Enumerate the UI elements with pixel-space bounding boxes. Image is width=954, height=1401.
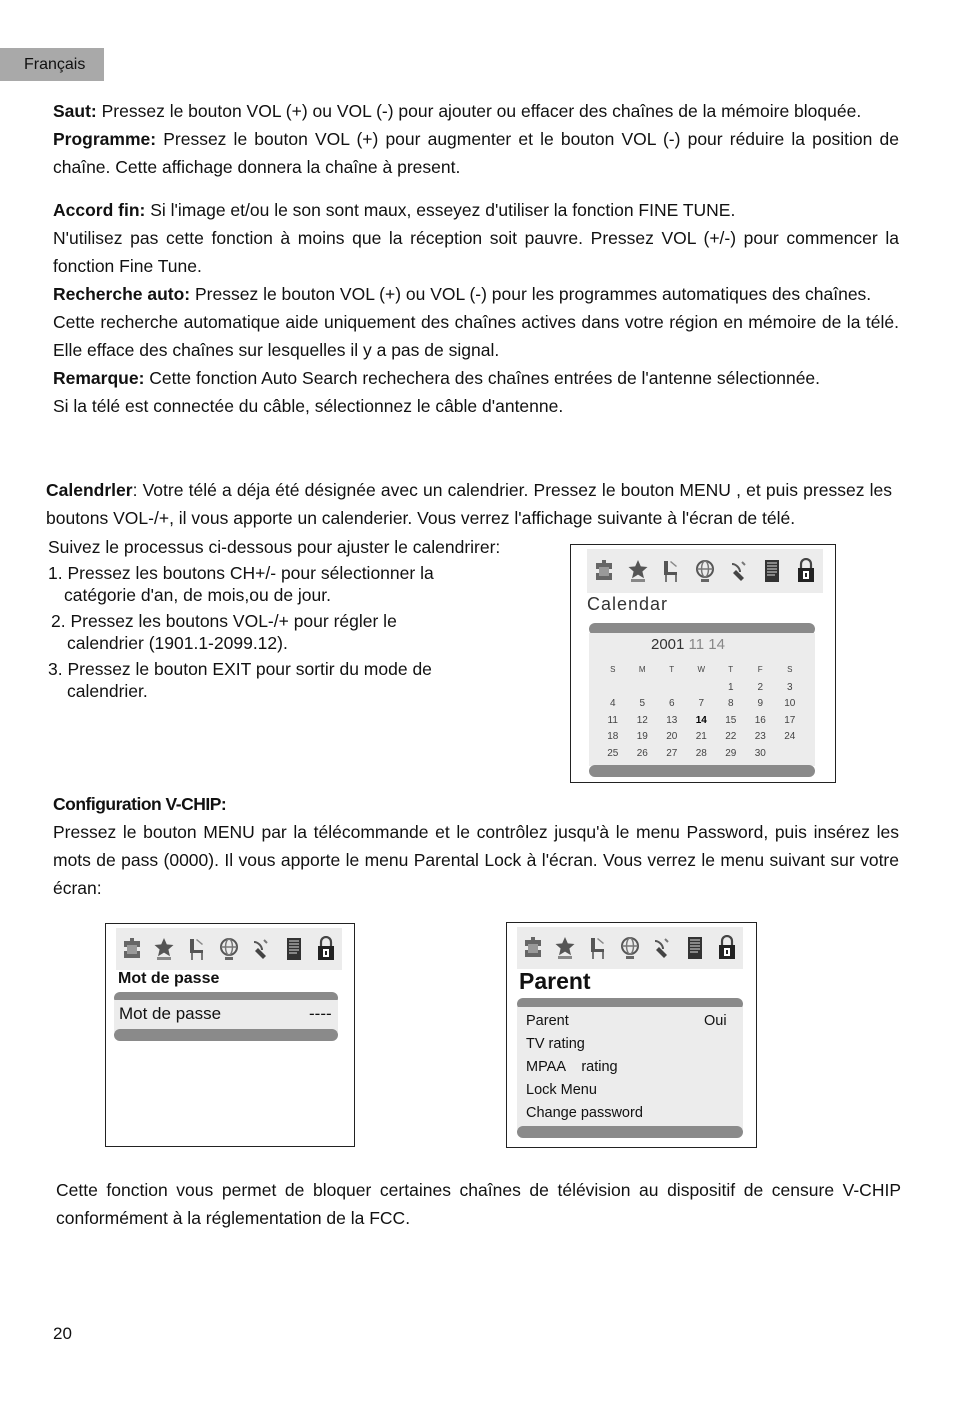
- tuning-paragraph: [53, 196, 899, 420]
- chair-icon[interactable]: [660, 558, 682, 584]
- weekday-header: S: [787, 665, 793, 674]
- calendar-day: [598, 682, 628, 699]
- accord-line-3: fonction Fine Tune.: [53, 256, 202, 276]
- step-2: [48, 610, 518, 654]
- parent-menu-item[interactable]: MPAA rating: [526, 1059, 618, 1075]
- puzzle-icon[interactable]: [121, 936, 143, 962]
- calendar-label: Calendrler: [46, 480, 133, 500]
- calendar-day[interactable]: 24: [784, 731, 796, 742]
- calendar-day[interactable]: 8: [727, 698, 734, 709]
- calendar-day[interactable]: 25: [607, 747, 619, 759]
- star-icon[interactable]: [627, 558, 649, 584]
- calendar-month-day: 11 14: [684, 636, 725, 653]
- calendar-day[interactable]: 29: [725, 747, 737, 759]
- step-2-line-a: 2. Pressez les boutons VOL-/+ pour régler le: [51, 611, 397, 631]
- globe-icon[interactable]: [694, 558, 716, 584]
- calendar-day[interactable]: 13: [666, 714, 678, 726]
- calendar-day[interactable]: 6: [668, 698, 675, 709]
- remarque-line-2: Si la télé est connectée du câble, sélectionnez le câble d'antenne.: [53, 396, 564, 416]
- recherche-line-3: Elle efface des chaînes sur lesquelles il y a pas de signal.: [53, 340, 500, 360]
- calendar-day[interactable]: 16: [754, 714, 766, 726]
- parent-bottom-bar: [517, 1126, 743, 1138]
- step-3: [48, 658, 518, 702]
- weekday-header: T: [728, 665, 734, 674]
- weekday-header: F: [757, 665, 763, 674]
- menu-icon-bar: [116, 928, 342, 970]
- satellite-icon[interactable]: [651, 935, 673, 961]
- calendar-day[interactable]: 4: [609, 698, 616, 709]
- intro-paragraph: [53, 97, 899, 181]
- calendar-day: [657, 682, 687, 699]
- calendar-title: Calendar: [587, 594, 669, 614]
- calendar-day: [775, 748, 805, 765]
- step-1-line-a: 1. Pressez les boutons CH+/- pour sélectionner la: [48, 563, 434, 583]
- saut-label: Saut:: [53, 101, 97, 121]
- step-2-line-b: calendrier (1901.1-2099.12).: [67, 633, 288, 653]
- steps-intro: Suivez le processus ci-dessous pour ajuster le calendrirer:: [48, 537, 501, 557]
- weekday-header: T: [669, 665, 675, 674]
- puzzle-icon[interactable]: [522, 935, 544, 961]
- calendar-bottom-bar: [589, 765, 815, 777]
- password-screen: [105, 923, 355, 1147]
- step-1: [48, 562, 518, 606]
- weekday-header: M: [638, 665, 646, 674]
- calendar-day[interactable]: 9: [757, 698, 764, 709]
- programme-text: Pressez le bouton VOL (+) pour augmenter et le bouton VOL (-) pour réduire la position de: [156, 129, 899, 149]
- calendar-year: 2001: [651, 636, 685, 653]
- vchip-line-2: mots de pass (0000). Il vous apporte le menu Parental Lock à l'écran. Vous verrez le menu suivant sur votre: [53, 850, 899, 870]
- calendar-day[interactable]: 19: [636, 731, 648, 742]
- calendar-screen: [570, 544, 836, 783]
- calendar-text-2: boutons VOL-/+, il vous apporte un calenderier. Vous verrez l'affichage suivante à l'écran de télé.: [46, 508, 796, 528]
- parent-menu-value: Oui: [704, 1013, 727, 1029]
- calendar-day[interactable]: 11: [607, 714, 618, 726]
- recherche-text: Pressez le bouton VOL (+) ou VOL (-) pour les programmes automatiques des chaînes.: [190, 284, 872, 304]
- remarque-label: Remarque:: [53, 368, 145, 388]
- calendar-day: [628, 682, 658, 699]
- saut-text: Pressez le bouton VOL (+) ou VOL (-) pour ajouter ou effacer des chaînes de la mémoire bloquée.: [96, 101, 862, 121]
- page-number: 20: [53, 1324, 72, 1343]
- parent-menu-item[interactable]: TV rating: [526, 1036, 585, 1052]
- parent-screen: [506, 922, 757, 1148]
- calendar-day[interactable]: 5: [639, 698, 646, 709]
- calendar-day[interactable]: 1: [727, 681, 734, 693]
- calendar-day[interactable]: 18: [607, 731, 619, 742]
- password-title: Mot de passe: [118, 970, 220, 987]
- vchip-line-3: écran:: [53, 878, 102, 898]
- lock-icon[interactable]: [315, 936, 337, 962]
- step-3-line-a: 3. Pressez le bouton EXIT pour sortir du mode de: [48, 659, 432, 679]
- step-1-line-b: catégorie d'an, de mois,ou de jour.: [64, 585, 331, 605]
- document-icon[interactable]: [283, 936, 305, 962]
- star-icon[interactable]: [153, 936, 175, 962]
- recherche-label: Recherche auto:: [53, 284, 191, 304]
- remarque-text: Cette fonction Auto Search rechechera des chaînes entrées de l'antenne sélectionnée.: [144, 368, 821, 388]
- step-3-line-b: calendrier.: [67, 681, 148, 701]
- footer-paragraph: [56, 1176, 901, 1232]
- calendar-day: [687, 682, 717, 699]
- accord-line-2: N'utilisez pas cette fonction à moins que la réception soit pauvre. Pressez VOL (+/-) pour commencer la: [53, 228, 899, 248]
- programme-label: Programme:: [53, 129, 157, 149]
- footer-line-1: Cette fonction vous permet de bloquer certaines chaînes de télévision au dispositif de censure V-CHIP: [56, 1180, 901, 1200]
- calendar-day[interactable]: 12: [636, 714, 648, 726]
- programme-text-2: chaîne. Cette affichage donnera la chaîne à present.: [53, 157, 461, 177]
- parent-menu-item[interactable]: Parent: [526, 1013, 569, 1029]
- chair-icon[interactable]: [587, 935, 609, 961]
- menu-icon-bar: [587, 549, 823, 593]
- satellite-icon[interactable]: [728, 558, 750, 584]
- calendar-paragraph: [46, 476, 892, 532]
- satellite-icon[interactable]: [250, 936, 272, 962]
- weekday-header: S: [610, 665, 616, 674]
- calendar-day[interactable]: 17: [784, 714, 796, 726]
- calendar-day[interactable]: 20: [666, 731, 678, 742]
- calendar-text-1: : Votre télé a déja été désignée avec un calendrier. Pressez le bouton MENU , et puis pressez les: [132, 480, 892, 500]
- parent-menu-item[interactable]: Change password: [526, 1105, 643, 1121]
- password-field-label: Mot de passe: [119, 1004, 222, 1023]
- calendar-day[interactable]: 21: [695, 731, 707, 742]
- calendar-day[interactable]: 22: [725, 731, 737, 742]
- parent-menu-item[interactable]: Lock Menu: [526, 1082, 597, 1098]
- calendar-day[interactable]: 15: [725, 714, 737, 726]
- calendar-grid: [598, 665, 805, 764]
- accord-text: Si l'image et/ou le son sont maux, esseyez d'utiliser la fonction FINE TUNE.: [145, 200, 736, 220]
- document-icon[interactable]: [761, 558, 783, 584]
- calendar-steps: [48, 536, 518, 706]
- vchip-line-1: Pressez le bouton MENU par la télécommande et le contrôlez jusqu'à le menu Password, puis insérez les: [53, 822, 899, 842]
- calendar-day[interactable]: 7: [698, 698, 705, 709]
- calendar-day[interactable]: 23: [754, 731, 766, 742]
- menu-icon-bar: [517, 927, 743, 969]
- lock-icon[interactable]: [716, 935, 738, 961]
- calendar-day[interactable]: 28: [695, 747, 707, 759]
- globe-icon[interactable]: [619, 935, 641, 961]
- chair-icon[interactable]: [186, 936, 208, 962]
- password-bottom-bar: [114, 1029, 338, 1041]
- language-tab: Français: [0, 48, 104, 81]
- calendar-day[interactable]: 26: [636, 747, 648, 759]
- recherche-line-2: Cette recherche automatique aide uniquement des chaînes actives dans votre région en mémoire de la télé.: [53, 312, 899, 332]
- lock-icon[interactable]: [795, 558, 817, 584]
- calendar-day[interactable]: 10: [784, 698, 796, 709]
- vchip-paragraph: [53, 790, 899, 902]
- footer-line-2: conformément à la réglementation de la FCC.: [56, 1208, 411, 1228]
- puzzle-icon[interactable]: [593, 558, 615, 584]
- parent-title: Parent: [519, 968, 591, 994]
- vchip-heading: Configuration V-CHIP:: [53, 794, 227, 814]
- accord-label: Accord fin:: [53, 200, 146, 220]
- calendar-date: [651, 636, 725, 653]
- password-field-value[interactable]: ----: [309, 1004, 332, 1023]
- weekday-header: W: [697, 665, 706, 674]
- calendar-day[interactable]: 3: [786, 681, 793, 693]
- star-icon[interactable]: [554, 935, 576, 961]
- document-icon[interactable]: [684, 935, 706, 961]
- calendar-day[interactable]: 14: [695, 714, 707, 726]
- calendar-day[interactable]: 30: [754, 747, 766, 759]
- calendar-day[interactable]: 2: [757, 681, 764, 693]
- calendar-day[interactable]: 27: [666, 747, 678, 759]
- globe-icon[interactable]: [218, 936, 240, 962]
